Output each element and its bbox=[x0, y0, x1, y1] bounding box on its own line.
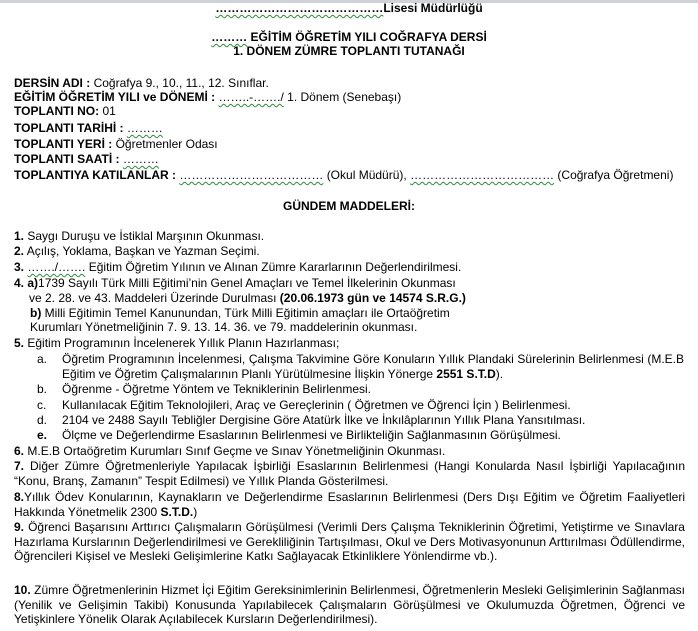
agenda-item-5b-marker: b. bbox=[37, 382, 48, 396]
agenda-item-10: 10. Zümre Öğretmenlerinin Hizmet İçi Eğitim Gereksinimlerinin Belirlenmesi, Öğretmenlerin Mesleki Gelişimlerinin Sağlanması (Yenilik ve Gelişimin Takibi) Konusunda Yapılabilecek Çalışmaların Görüşülmesi ve Okulumuzda Öğretmen, Öğrenci ve Yetişkinlere Yönelik Olarak Açılabilecek Kursların Değerlendirilmesi). bbox=[14, 583, 685, 626]
agenda-item-5d-marker: d. bbox=[37, 413, 48, 427]
agenda-item-5a: Öğretim Programının İncelenmesi, Çalışma Takvimine Göre Konuların Yıllık Plandaki Sürelerinin Belirlenmesi (M.E.B Eğitim ve Öğretim Çalışmalarının Planlı Yürütülmesine İlişkin Yönerge 2551 S.T.D). bbox=[62, 352, 684, 381]
meeting-no-line: TOPLANTI NO: 01 bbox=[14, 104, 116, 118]
agenda-item-7: 7. Diğer Zümre Öğretmenleriyle Yapılacak İşbirliği Esaslarının Belirlenmesi (Hangi Konularda Nasıl İşbirliği Yapılacağının “Konu, Branş, Zamanın” Tespit Edilmesi) ve Yıllık Planda Gösterilmesi. bbox=[14, 459, 685, 488]
meeting-date-line: TOPLANTI TARİHİ : ……… bbox=[14, 121, 163, 135]
agenda-item-5c: Kullanılacak Eğitim Teknolojileri, Araç ve Gereçlerinin ( Öğretmen ve Öğrenci İçin ) Belirlenmesi. bbox=[62, 398, 571, 412]
agenda-item-5: 5. Eğitim Programının İncelenerek Yıllık Planın Hazırlanması; bbox=[14, 336, 340, 350]
date-blank: ……… bbox=[126, 121, 163, 135]
agenda-item-9: 9. Öğrenci Başarısını Arttırıcı Çalışmaların Görüşülmesi (Verimli Ders Çalışma Tekniklerinin Öğretimi, Yetiştirme ve Sınavlara Hazırlama Kurslarının Değerlendirilmesi ve Gerekliliğinin Tartışılması, Okul ve Ders Motivasyonunun Arttırılması Ödüllendirme, Öğrencileri Kişisel ve Mesleki Gelişimlerine Katkı Sağlayacak Etkinliklere Yönlendirme vb.). bbox=[14, 520, 685, 563]
agenda-item-6: 6. M.E.B Ortaöğretim Kurumları Sınıf Geçme ve Sınav Yönetmeliğinin Okunması. bbox=[14, 444, 446, 458]
attendees-line: TOPLANTIYA KATILANLAR : ……………………………… (Okul Müdürü), ……………………………… (Coğrafya Öğretmeni) bbox=[14, 168, 674, 182]
agenda-item-4b: b) Milli Eğitimin Temel Kanunundan, Türk Milli Eğitimin amaçları ile Ortaöğretim bbox=[30, 306, 450, 320]
agenda-item-5d: 2104 ve 2488 Sayılı Tebliğler Dergisine Göre Atatürk İlke ve İnkılâplarının Yıllık Plana Yansıtılması. bbox=[62, 413, 586, 427]
agenda-item-2: 2. Açılış, Yoklama, Başkan ve Yazman Seçimi. bbox=[14, 244, 260, 258]
agenda-item-8: 8.Yıllık Ödev Konularının, Kaynakların ve Değerlendirme Esaslarının Belirlenmesi (Ders Dışı Eğitim ve Öğretim Faaliyetleri Hakkında Yönetmelik 2300 S.T.D.) bbox=[14, 490, 685, 519]
meeting-title: 1. DÖNEM ZÜMRE TOPLANTI TUTANAĞI bbox=[233, 44, 465, 58]
school-name-blank: …………………………………… bbox=[215, 1, 384, 15]
school-title: ……………………………………Lisesi Müdürlüğü bbox=[215, 1, 483, 15]
attendee1-blank: ……………………………… bbox=[179, 168, 324, 182]
meeting-time-line: TOPLANTI SAATİ : ……… bbox=[14, 152, 159, 166]
agenda-item-5e: Ölçme ve Değerlendirme Esaslarının Belirlenmesi ve Birlikteliğin Sağlanmasının Görüşülmesi. bbox=[62, 428, 561, 442]
time-blank: ……… bbox=[122, 152, 159, 166]
agenda-item-4a-cont: ve 2. 28. ve 43. Maddeleri Üzerinde Durulması (20.06.1973 gün ve 14574 S.R.G.) bbox=[29, 291, 466, 305]
agenda-item-1: 1. Saygı Duruşu ve İstiklal Marşının Okunması. bbox=[14, 229, 265, 243]
agenda-item-3: 3. ……./……. Eğitim Öğretim Yılının ve Alınan Zümre Kararlarının Değerlendirilmesi. bbox=[14, 260, 462, 274]
meeting-place-line: TOPLANTI YERİ : Öğretmenler Odası bbox=[14, 137, 218, 151]
year-title: ……… EĞİTİM ÖĞRETİM YILI COĞRAFYA DERSİ bbox=[211, 30, 487, 44]
agenda-item-4b-cont: Kurumları Yönetmeliğinin 7. 9. 13. 14. 36. ve 79. maddelerinin okunması. bbox=[30, 320, 418, 334]
agenda-item-5c-marker: c. bbox=[37, 398, 47, 412]
year-blank: ……… bbox=[211, 30, 248, 44]
agenda-item-4a: 4. a)1739 Sayılı Türk Milli Eğitimi’nin Genel Amaçları ve Temel İlkelerinin Okunması bbox=[14, 276, 456, 290]
year-line: EĞİTİM ÖĞRETİM YILI ve DÖNEMİ : ……..-……./ 1. Dönem (Senebaşı) bbox=[14, 90, 402, 104]
attendee2-blank: ……………………………… bbox=[410, 168, 555, 182]
course-line: DERSİN ADI : Coğrafya 9., 10., 11., 12. Sınıflar. bbox=[14, 76, 269, 90]
agenda-title: GÜNDEM MADDELERİ: bbox=[283, 199, 415, 213]
agenda-item-5b: Öğrenme - Öğretme Yöntem ve Tekniklerinin Belirlenmesi. bbox=[62, 382, 372, 396]
agenda-item-5a-marker: a. bbox=[37, 352, 48, 366]
agenda-item-5e-marker: e. bbox=[37, 428, 48, 442]
